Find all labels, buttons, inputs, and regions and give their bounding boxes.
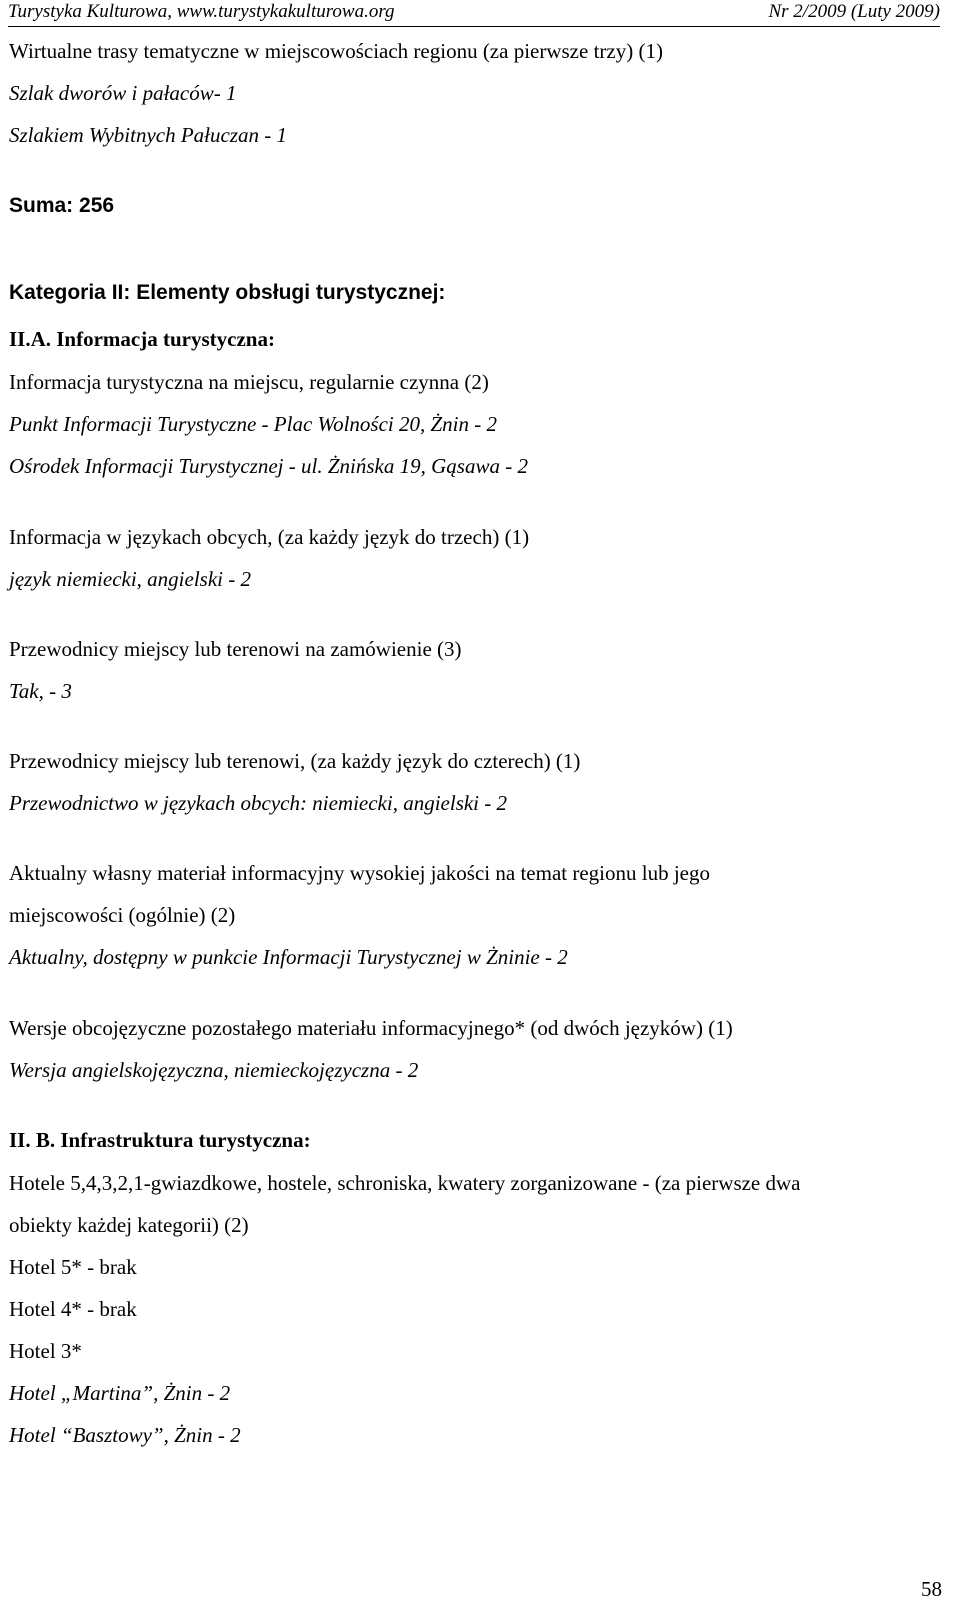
text-line-italic: Przewodnictwo w językach obcych: niemiecki, angielski - 2 (9, 791, 508, 815)
header-journal: Turystyka Kulturowa, www.turystykakulturowa.org (8, 1, 395, 22)
text-line: Przewodnicy miejscy lub terenowi na zamówienie (3) (9, 637, 462, 661)
text-line: Wersje obcojęzyczne pozostałego materiału informacyjnego* (od dwóch języków) (1) (9, 1016, 733, 1040)
text-line-italic: Tak, - 3 (9, 679, 72, 703)
text-line: Hotel 4* - brak (9, 1297, 137, 1321)
text-line: obiekty każdej kategorii) (2) (9, 1213, 249, 1237)
text-line: Informacja w językach obcych, (za każdy język do trzech) (1) (9, 525, 530, 549)
section-heading: II.A. Informacja turystyczna: (9, 327, 275, 351)
text-line: Przewodnicy miejscy lub terenowi, (za każdy język do czterech) (1) (9, 749, 581, 773)
text-line-italic: Ośrodek Informacji Turystycznej - ul. Żnińska 19, Gąsawa - 2 (9, 454, 528, 478)
text-line-italic: Szlakiem Wybitnych Pałuczan - 1 (9, 123, 287, 147)
section-heading: II. B. Infrastruktura turystyczna: (9, 1128, 311, 1152)
text-line-italic: Hotel „Martina”, Żnin - 2 (9, 1381, 231, 1405)
page-number: 58 (921, 1577, 942, 1601)
sum-line: Suma: 256 (9, 194, 115, 217)
text-line-italic: Hotel “Basztowy”, Żnin - 2 (9, 1423, 241, 1447)
text-line-italic: język niemiecki, angielski - 2 (9, 567, 251, 591)
header-issue: Nr 2/2009 (Luty 2009) (768, 1, 940, 22)
text-line-italic: Punkt Informacji Turystyczne - Plac Wolności 20, Żnin - 2 (9, 412, 498, 436)
text-line-italic: Szlak dworów i pałaców- 1 (9, 81, 237, 105)
text-line-italic: Aktualny, dostępny w punkcie Informacji Turystycznej w Żninie - 2 (9, 945, 568, 969)
text-line-italic: Wersja angielskojęzyczna, niemieckojęzyczna - 2 (9, 1058, 419, 1082)
text-line: Informacja turystyczna na miejscu, regularnie czynna (2) (9, 370, 489, 394)
text-line: Wirtualne trasy tematyczne w miejscowościach regionu (za pierwsze trzy) (1) (9, 39, 663, 63)
category-heading: Kategoria II: Elementy obsługi turystycznej: (9, 281, 446, 304)
text-line: Hotel 5* - brak (9, 1255, 137, 1279)
text-line: Hotele 5,4,3,2,1-gwiazdkowe, hostele, schroniska, kwatery zorganizowane - (za pierwsze dwa (9, 1171, 801, 1195)
text-line: Aktualny własny materiał informacyjny wysokiej jakości na temat regionu lub jego (9, 861, 710, 885)
text-line: miejscowości (ogólnie) (2) (9, 903, 236, 927)
text-line: Hotel 3* (9, 1339, 82, 1363)
